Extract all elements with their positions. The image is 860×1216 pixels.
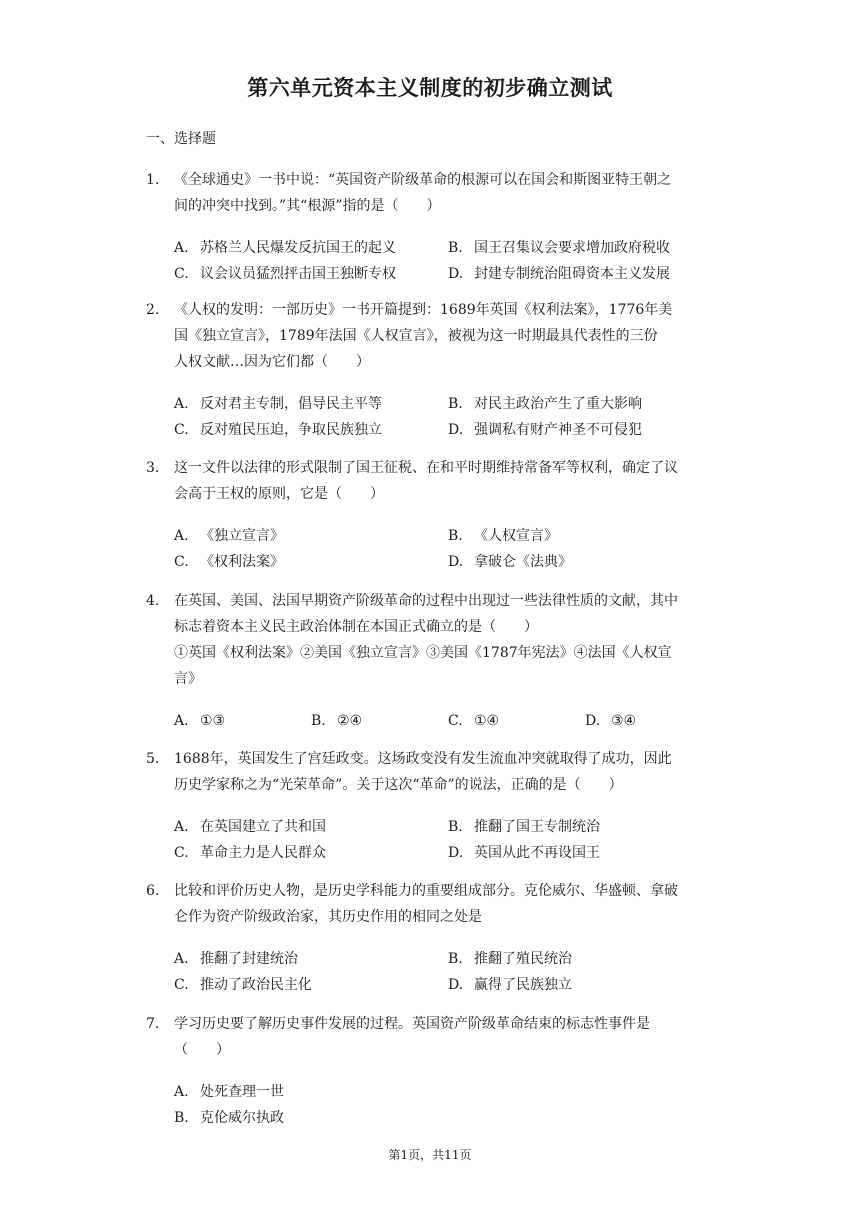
question-7 xyxy=(146,1011,721,1131)
answer-options xyxy=(146,391,721,443)
option-letter: C. xyxy=(174,266,189,282)
option-letter: D. xyxy=(585,713,601,729)
question-number: 2. xyxy=(146,302,160,318)
option-text: 拿破仑《法典》 xyxy=(474,554,572,570)
option-text: 封建专制统治阻碍资本主义发展 xyxy=(474,266,670,282)
option-b[interactable] xyxy=(448,523,722,549)
option-letter: A. xyxy=(174,240,189,256)
question-text-line: 仑作为资产阶级政治家，其历史作用的相同之处是 xyxy=(174,909,482,925)
question-5 xyxy=(146,746,721,866)
option-text: 革命主力是人民群众 xyxy=(200,845,326,861)
answer-options xyxy=(146,708,721,734)
option-text: 苏格兰人民爆发反抗国王的起义 xyxy=(200,240,396,256)
option-text: ③④ xyxy=(611,713,637,729)
option-b[interactable] xyxy=(448,814,722,840)
option-text: 推动了政治民主化 xyxy=(200,977,312,993)
option-letter: A. xyxy=(174,396,189,412)
question-2 xyxy=(146,297,721,443)
option-letter: B. xyxy=(448,396,463,412)
option-d[interactable] xyxy=(585,708,722,734)
option-a[interactable] xyxy=(174,814,448,840)
option-text: 克伦威尔执政 xyxy=(200,1110,284,1126)
option-c[interactable] xyxy=(174,972,448,998)
option-letter: A. xyxy=(174,819,189,835)
question-stem xyxy=(146,167,721,219)
option-letter: C. xyxy=(174,422,189,438)
option-c[interactable] xyxy=(174,840,448,866)
option-a[interactable] xyxy=(174,523,448,549)
option-c[interactable] xyxy=(448,708,585,734)
question-number: 5. xyxy=(146,751,160,767)
option-letter: B. xyxy=(448,951,463,967)
option-text: 反对殖民压迫，争取民族独立 xyxy=(200,422,382,438)
option-c[interactable] xyxy=(174,261,448,287)
option-text: 英国从此不再设国王 xyxy=(474,845,600,861)
option-d[interactable] xyxy=(448,417,722,443)
page-title: 第六单元资本主义制度的初步确立测试 xyxy=(247,76,613,100)
question-number: 6. xyxy=(146,883,160,899)
question-text-line: 间的冲突中找到。”其“根源”指的是（ ） xyxy=(174,198,441,214)
option-a[interactable] xyxy=(174,391,448,417)
option-letter: D. xyxy=(448,266,464,282)
option-c[interactable] xyxy=(174,417,448,443)
question-text-line: 这一文件以法律的形式限制了国王征税、在和平时期维持常备军等权利，确定了议 xyxy=(174,460,678,476)
page-number-footer: 第1页，共11页 xyxy=(388,1148,472,1162)
question-text-line: ①英国《权利法案》②美国《独立宣言》③美国《1787年宪法》④法国《人权宣 xyxy=(174,645,672,661)
option-text: ②④ xyxy=(337,713,363,729)
option-letter: C. xyxy=(174,554,189,570)
question-number: 1. xyxy=(146,172,160,188)
option-text: 国王召集议会要求增加政府税收 xyxy=(474,240,670,256)
option-text: ①③ xyxy=(200,713,226,729)
question-text-line: 国《独立宣言》，1789年法国《人权宣言》，被视为这一时期最具代表性的三份 xyxy=(174,328,658,344)
option-letter: B. xyxy=(448,240,463,256)
question-stem xyxy=(146,878,721,930)
question-4 xyxy=(146,588,721,734)
option-d[interactable] xyxy=(448,261,722,287)
option-text: 《人权宣言》 xyxy=(474,528,558,544)
option-b[interactable] xyxy=(448,235,722,261)
option-letter: A. xyxy=(174,951,189,967)
option-letter: D. xyxy=(448,554,464,570)
option-letter: D. xyxy=(448,977,464,993)
question-number: 3. xyxy=(146,460,160,476)
section-header: 一、选择题 xyxy=(146,131,216,147)
option-c[interactable] xyxy=(174,549,448,575)
option-letter: B. xyxy=(311,713,326,729)
question-text-line: 在英国、美国、法国早期资产阶级革命的过程中出现过一些法律性质的文献，其中 xyxy=(174,593,678,609)
option-d[interactable] xyxy=(448,840,722,866)
question-stem xyxy=(146,1011,721,1063)
question-text-line: 历史学家称之为“光荣革命”。关于这次“革命”的说法，正确的是（ ） xyxy=(174,777,623,793)
question-number: 4. xyxy=(146,593,160,609)
question-text-line: （ ） xyxy=(174,1042,230,1058)
question-text-line: 人权文献…因为它们都（ ） xyxy=(174,354,370,370)
option-a[interactable] xyxy=(174,946,448,972)
option-text: 《权利法案》 xyxy=(200,554,284,570)
option-text: 对民主政治产生了重大影响 xyxy=(474,396,642,412)
option-letter: B. xyxy=(448,528,463,544)
option-text: 推翻了封建统治 xyxy=(200,951,298,967)
option-a[interactable] xyxy=(174,235,448,261)
option-a[interactable] xyxy=(174,1079,722,1105)
question-text-line: 会高于王权的原则，它是（ ） xyxy=(174,486,384,502)
option-text: 《独立宣言》 xyxy=(200,528,284,544)
question-text-line: 1688年，英国发生了宫廷政变。这场政变没有发生流血冲突就取得了成功，因此 xyxy=(174,751,672,767)
question-text-line: 《全球通史》一书中说：“英国资产阶级革命的根源可以在国会和斯图亚特王朝之 xyxy=(174,172,672,188)
question-text-line: 《人权的发明：一部历史》一书开篇提到：1689年英国《权利法案》，1776年美 xyxy=(174,302,673,318)
option-a[interactable] xyxy=(174,708,311,734)
option-text: 推翻了殖民统治 xyxy=(474,951,572,967)
option-letter: A. xyxy=(174,713,189,729)
answer-options xyxy=(146,946,721,998)
question-text-line: 言》 xyxy=(174,671,202,687)
option-letter: D. xyxy=(448,422,464,438)
option-letter: B. xyxy=(174,1110,189,1126)
option-text: 议会议员猛烈抨击国王独断专权 xyxy=(200,266,396,282)
option-letter: C. xyxy=(448,713,463,729)
option-letter: A. xyxy=(174,528,189,544)
option-text: 处死查理一世 xyxy=(200,1084,284,1100)
option-letter: A. xyxy=(174,1084,189,1100)
option-letter: D. xyxy=(448,845,464,861)
answer-options xyxy=(146,814,721,866)
option-text: ①④ xyxy=(474,713,500,729)
option-text: 推翻了国王专制统治 xyxy=(474,819,600,835)
question-6 xyxy=(146,878,721,998)
question-text-line: 学习历史要了解历史事件发展的过程。英国资产阶级革命结束的标志性事件是 xyxy=(174,1016,650,1032)
answer-options xyxy=(146,523,721,575)
question-stem xyxy=(146,746,721,798)
option-b[interactable] xyxy=(448,946,722,972)
answer-options xyxy=(146,235,721,287)
option-text: 强调私有财产神圣不可侵犯 xyxy=(474,422,642,438)
option-letter: B. xyxy=(448,819,463,835)
answer-options xyxy=(146,1079,721,1131)
question-number: 7. xyxy=(146,1016,160,1032)
option-text: 反对君主专制，倡导民主平等 xyxy=(200,396,382,412)
option-b[interactable] xyxy=(174,1105,722,1131)
option-letter: C. xyxy=(174,845,189,861)
option-b[interactable] xyxy=(448,391,722,417)
question-text-line: 标志着资本主义民主政治体制在本国正式确立的是（ ） xyxy=(174,619,538,635)
option-d[interactable] xyxy=(448,972,722,998)
question-text-line: 比较和评价历史人物，是历史学科能力的重要组成部分。克伦威尔、华盛顿、拿破 xyxy=(174,883,678,899)
question-1 xyxy=(146,167,721,287)
question-stem xyxy=(146,588,721,692)
option-text: 在英国建立了共和国 xyxy=(200,819,326,835)
option-b[interactable] xyxy=(311,708,448,734)
option-text: 赢得了民族独立 xyxy=(474,977,572,993)
option-d[interactable] xyxy=(448,549,722,575)
question-3 xyxy=(146,455,721,575)
question-stem xyxy=(146,455,721,507)
option-letter: C. xyxy=(174,977,189,993)
question-stem xyxy=(146,297,721,375)
